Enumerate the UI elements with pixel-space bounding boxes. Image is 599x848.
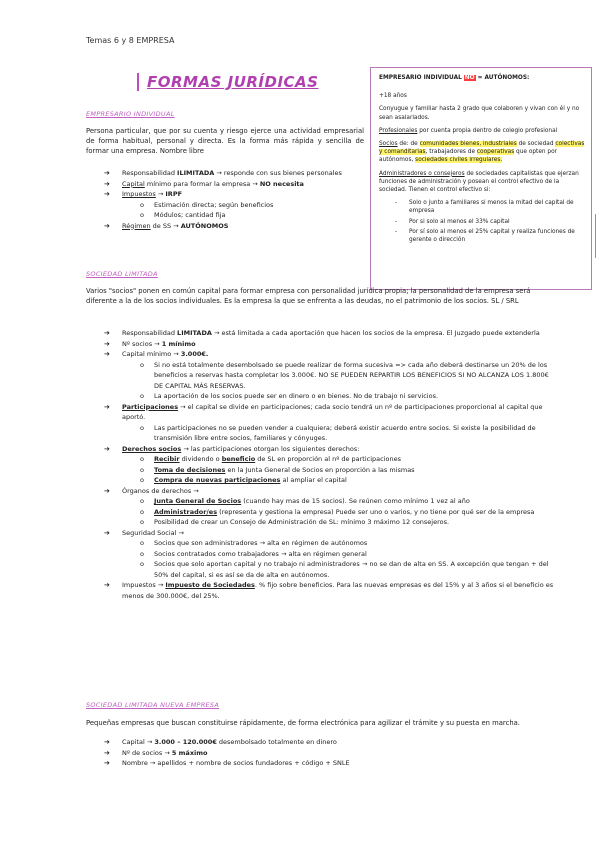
sub-estimacion: o Estimación directa; según beneficios <box>140 200 274 209</box>
section-title-slne: SOCIEDAD LIMITADA NUEVA EMPRESA <box>86 701 220 709</box>
margin-mark <box>595 214 599 258</box>
sub-derecho-decisiones: o Toma de decisiones en la Junta General de Socios en proporción a las mismas <box>140 465 415 474</box>
box-list-item: - Solo o junto a familiares si menos la mitad del capital de empresa <box>395 200 574 215</box>
slne-intro: Pequeñas empresas que buscan constituirse rápidamente, de forma electrónica para agilizar el trámite y su puesta en marcha. <box>86 719 520 727</box>
arrow-icon: ➔ <box>104 759 110 767</box>
empresario-bullets <box>104 168 366 231</box>
arrow-icon: ➔ <box>104 179 110 188</box>
sub-organo-administradores: o Administrador/es (representa y gestiona la empresa) Puede ser uno o varios, y no tiene por qué ser de la empresa <box>140 507 535 516</box>
slne-bullets <box>104 737 544 769</box>
arrow-icon: ➔ <box>104 339 110 348</box>
sub-participaciones: o Las participaciones no se pueden vender a cualquiera; deberá existir acuerdo entre socios. Si existe la posibilidad de transmisión libre entre socios, familiares y cónyuges. <box>140 423 536 442</box>
bullet-responsabilidad: ➔ Responsabilidad ILIMITADA → responde con sus bienes personales <box>104 169 342 177</box>
sub-ss-capital: o Socios que solo aportan capital y no trabajo ni administradores → no se dan de alta en SS. A excepción que tengan + del 50% del capital, si es así se da de alta en autónomos. <box>140 560 549 579</box>
box-line-socios: Socios de: de comunidades bienes, industriales de sociedad colectivas y comanditarias, trabajadores de cooperativas que opten por autónomos, sociedades civiles irregulares. <box>379 141 585 164</box>
empresario-intro: Persona particular, que por su cuenta y riesgo ejerce una actividad empresarial de forma habitual, personal y directa. Es la forma más rápida y sencilla de formar una empresa. Nombre libre <box>86 127 364 155</box>
sub-derecho-recibir: o Recibir dividendo o beneficio de SL en proporción al nº de participaciones <box>140 455 402 463</box>
arrow-icon: ➔ <box>104 350 110 358</box>
bullet-impuestos-sl: ➔ Impuestos → Impuesto de Sociedades. % fijo sobre beneficios. Para las nuevas empresas es del 15% y al 3 años si el beneficio es menos de 300.000€, del 25%. <box>104 581 554 600</box>
sl-bullets <box>104 328 554 601</box>
sub-capital-2: o La aportación de los socios puede ser en dinero o en bienes. No de trabajo ni servicios. <box>140 392 439 400</box>
sub-organo-consejo: o Posibilidad de crear un Consejo de Administración de SL: mínimo 3 máximo 12 consejeros. <box>140 518 450 526</box>
box-list-item: - Por si solo al menos el 33% capital <box>395 218 510 225</box>
sub-ss-trabajadores: o Socios contratados como trabajadores → alta en régimen general <box>140 549 367 558</box>
bullet-seguridad-social: ➔ Seguridad Social → <box>104 528 184 537</box>
sub-ss-administradores: o Socios que son administradores → alta en régimen de autónomos <box>140 539 368 547</box>
sl-intro: Varios "socios" ponen en común capital para formar empresa con personalidad jurídica propia; la personalidad de la empresa será diferente a la de los socios individuales. Es la empresa la que se enfrenta a las deudas, no el patrimonio de los socios. SL / SRL <box>86 287 531 305</box>
bullet-participaciones: ➔ Participaciones → el capital se divide en participaciones; cada socio tendrá un nº de participaciones proporcional al capital que aportó. <box>104 402 543 421</box>
sub-organo-junta: o Junta General de Socios (cuando hay mas de 15 socios). Se reúnen como mínimo 1 vez al año <box>140 497 470 505</box>
bullet-socios: ➔ Nº socios → 1 mínimo <box>104 339 196 348</box>
page-title: FORMAS JURÍDICAS <box>137 73 318 91</box>
arrow-icon: ➔ <box>104 402 110 411</box>
bullet-capital: ➔ Capital mínimo para formar la empresa → NO necesita <box>104 179 304 188</box>
arrow-icon: ➔ <box>104 581 110 589</box>
box-line-conyuge: Conyugue y familiar hasta 2 grado que colaboren y vivan con él y no sean asalariados. <box>379 106 580 121</box>
sub-derecho-compra: o Compra de nuevas participaciones al ampliar el capital <box>140 476 347 484</box>
section-title-empresario: EMPRESARIO INDIVIDUAL <box>86 110 175 118</box>
arrow-icon: ➔ <box>104 738 110 746</box>
arrow-icon: ➔ <box>104 528 110 537</box>
bullet-slne-socios: ➔ Nº de socios → 5 máximo <box>104 748 208 757</box>
bullet-slne-nombre: ➔ Nombre → apellidos + nombre de socios fundadores + código + SNLE <box>104 759 350 767</box>
bullet-regimen: ➔ Régimen de SS → AUTÓNOMOS <box>104 221 229 230</box>
box-line-profesionales: Profesionales por cuenta propia dentro de colegio profesional <box>379 127 558 134</box>
box-line-administradores: Administradores o consejeros de sociedades capitalistas que ejerzan funciones de administración y posean el control efectivo de la sociedad. Tienen el control efectivo si: <box>379 170 579 194</box>
bullet-organos: ➔ Órganos de derechos → <box>104 486 199 495</box>
arrow-icon: ➔ <box>104 190 110 198</box>
bullet-derechos: ➔ Derechos socios → las participaciones otorgan los siguientes derechos: <box>104 444 360 453</box>
autonomos-box <box>370 67 592 290</box>
arrow-icon: ➔ <box>104 169 110 177</box>
bullet-capital-sl: ➔ Capital mínimo → 3.000€. <box>104 350 209 358</box>
sub-modulos: o Módulos; cantidad fija <box>140 211 226 219</box>
arrow-icon: ➔ <box>104 486 110 495</box>
bullet-responsabilidad-sl: ➔ Responsabilidad LIMITADA → está limitada a cada aportación que hacen los socios de la empresa. El Juzgado puede extenderla <box>104 329 540 337</box>
arrow-icon: ➔ <box>104 221 110 230</box>
arrow-icon: ➔ <box>104 748 110 757</box>
box-line-edad: +18 años <box>379 93 407 100</box>
section-title-sl: SOCIEDAD LIMITADA <box>86 270 158 278</box>
arrow-icon: ➔ <box>104 444 110 453</box>
sub-capital-1: o Si no está totalmente desembolsado se puede realizar de forma sucesiva => cada año deberá destinarse un 20% de los beneficios a reservas hasta completar los 3.000€. NO SE PUEDEN REPARTIR LOS BENEFICIOS SI NO ALCANZA LOS 1.800€ DE CAPITAL MÁS RESERVAS. <box>140 360 549 390</box>
bullet-impuestos: ➔ Impuestos → IRPF <box>104 190 183 198</box>
box-title: EMPRESARIO INDIVIDUAL NO = AUTÓNOMOS: <box>379 75 530 81</box>
page-header: Temas 6 y 8 EMPRESA <box>86 36 175 45</box>
box-list-item: - Por sí solo al menos el 25% capital y realiza funciones de gerente o dirección <box>395 228 575 244</box>
bullet-slne-capital: ➔ Capital → 3.000 – 120.000€ desembolsado totalmente en dinero <box>104 738 337 746</box>
arrow-icon: ➔ <box>104 329 110 337</box>
box-list <box>379 199 585 244</box>
